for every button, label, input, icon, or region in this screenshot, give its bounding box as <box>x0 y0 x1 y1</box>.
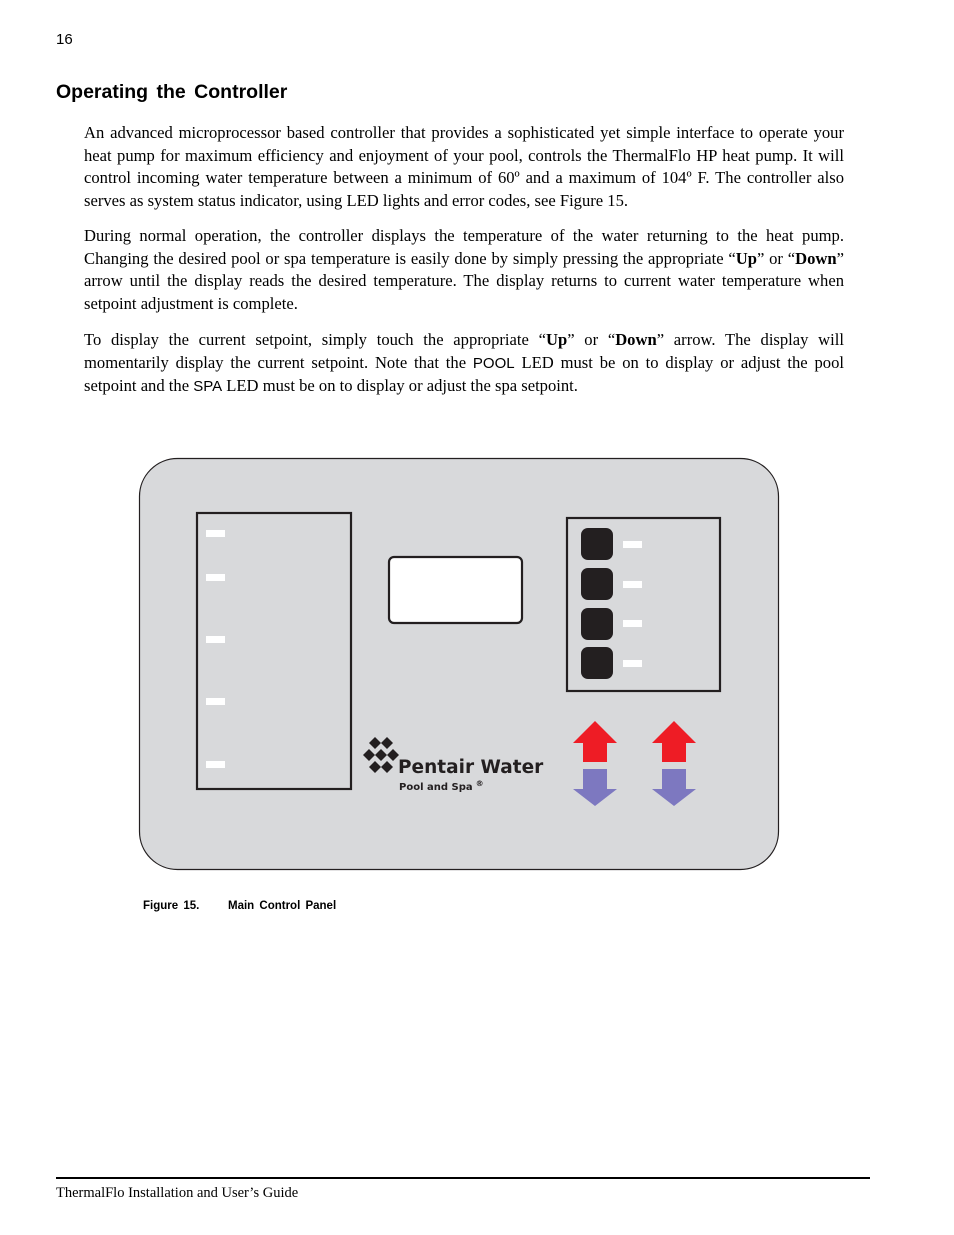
footer-rule <box>56 1177 870 1179</box>
p2-text-b: ” or “ <box>756 248 796 268</box>
p2-up-word: Up <box>735 248 757 268</box>
footer-text: ThermalFlo Installation and User’s Guide <box>56 1185 299 1201</box>
mode-led-4 <box>623 660 642 667</box>
p3-text-b: ” or “ <box>567 330 616 349</box>
mode-led-1 <box>623 541 642 548</box>
brand-tagline-text: Pool and Spa <box>399 782 473 793</box>
paragraph-normal-operation <box>84 225 844 315</box>
p3-up-word: Up <box>545 330 568 349</box>
p2-down-word: Down <box>795 248 837 268</box>
p3-text-c: ” arrow. The display will momentarily display the current setpoint. Note that the <box>84 330 844 372</box>
mode-button-4[interactable] <box>581 647 613 679</box>
figure-caption-number: Figure 15. <box>143 900 200 912</box>
mode-button-2[interactable] <box>581 568 613 600</box>
temperature-display <box>389 557 522 623</box>
brand-name: Pentair Water <box>398 757 544 778</box>
p2-text-c: ” arrow until the display reads the desired temperature. The display returns to current water temperature when setpoint adjustment is complete. <box>84 248 844 313</box>
panel-body <box>140 459 779 870</box>
brand-tagline <box>399 779 484 793</box>
paragraph-intro-text: An advanced microprocessor based controller that provides a sophisticated yet simple interface to operate your heat pump for maximum efficiency and enjoyment of your pool, controls the ThermalFlo HP heat pump. It will control incoming water temperature between a minimum of 60º and a maximum of 104º F. The controller also serves as system status indicator, using LED lights and error codes, see Figure 15. <box>84 123 844 210</box>
figure-caption-title: Main Control Panel <box>228 900 337 912</box>
mode-led-2 <box>623 581 642 588</box>
status-led-1 <box>206 530 225 537</box>
p3-text-a: To display the current setpoint, simply touch the appropriate “ <box>84 330 546 349</box>
paragraph-intro <box>84 122 844 212</box>
status-led-2 <box>206 574 225 581</box>
mode-button-3[interactable] <box>581 608 613 640</box>
page-number: 16 <box>56 31 73 48</box>
mode-button-1[interactable] <box>581 528 613 560</box>
spa-led-label: SPA <box>193 378 223 395</box>
p3-down-word: Down <box>615 330 657 349</box>
status-led-5 <box>206 761 225 768</box>
control-panel-figure <box>138 457 780 871</box>
pool-led-label: POOL <box>472 354 515 372</box>
paragraph-setpoint <box>84 329 844 399</box>
p3-text-e: LED must be on to display or adjust the spa setpoint. <box>222 376 578 395</box>
registered-mark: ® <box>475 779 484 788</box>
mode-led-3 <box>623 620 642 627</box>
status-led-4 <box>206 698 225 705</box>
p3-text-d: LED must be on to display or adjust the pool setpoint and the <box>84 352 844 395</box>
p2-text-a: During normal operation, the controller displays the temperature of the water returning to the heat pump. Changing the desired pool or spa temperature is easily done by simply pressing the appropriate “ <box>84 226 844 268</box>
section-heading: Operating the Controller <box>56 81 288 103</box>
status-led-3 <box>206 636 225 643</box>
